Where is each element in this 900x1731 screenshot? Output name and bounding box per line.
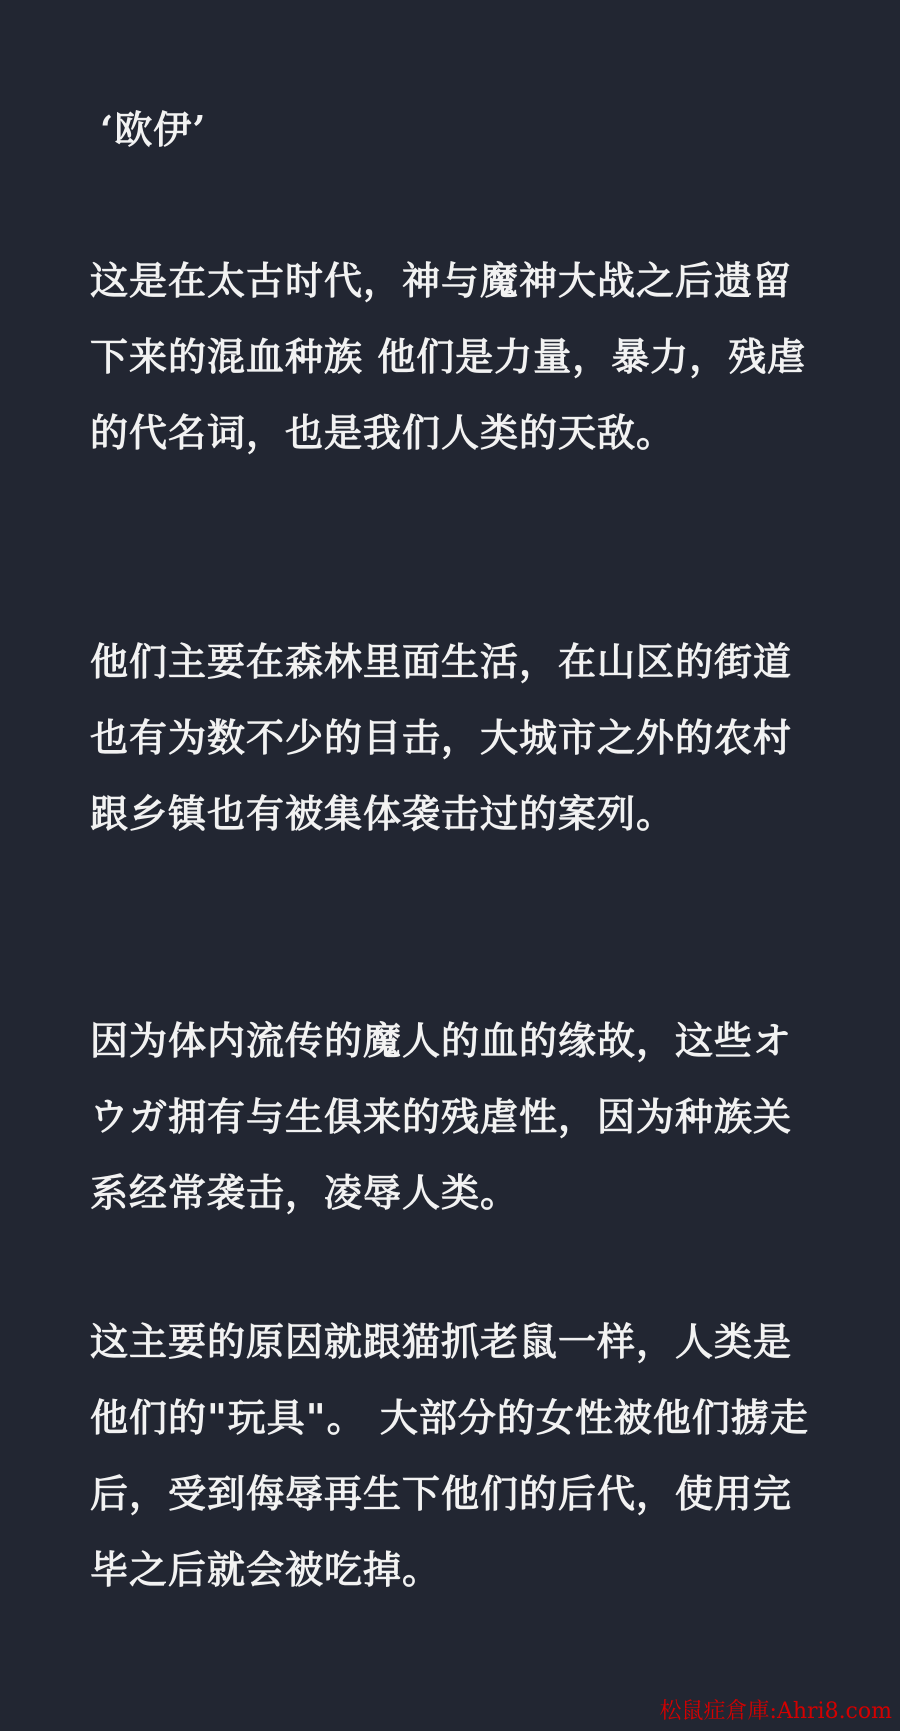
section-heading: ‘欧伊’ xyxy=(100,107,207,152)
paragraph-4: 这主要的原因就跟猫抓老鼠一样，人类是他们的"玩具"。 大部分的女性被他们掳走后，受到侮辱再生下他们的后代，使用完毕之后就会被吃掉。 xyxy=(90,1319,809,1592)
paragraph-1: 这是在太古时代，神与魔神大战之后遗留下来的混血种族 他们是力量，暴力，残虐的代名词，也是我们人类的天敌。 xyxy=(90,258,807,455)
paragraph-3: 因为体内流传的魔人的血的缘故，这些オウガ拥有与生俱来的残虐性，因为种族关系经常袭击，凌辱人类。 xyxy=(90,1018,793,1215)
paragraph-2: 他们主要在森林里面生活，在山区的街道也有为数不少的目击，大城市之外的农村跟乡镇也有被集体袭击过的案列。 xyxy=(90,639,793,836)
watermark: 松鼠症倉庫:Ahri8.com xyxy=(659,1699,892,1724)
